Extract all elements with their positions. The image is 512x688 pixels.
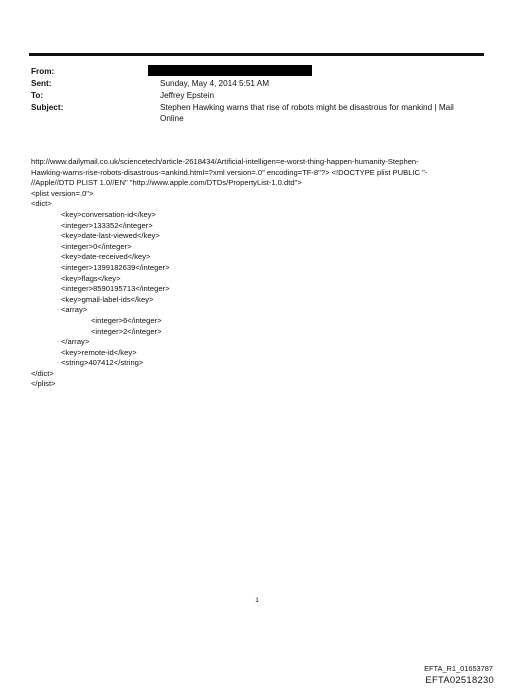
body-line: <integer>1399182639</integer> (61, 262, 170, 272)
subject-label: Subject: (31, 103, 64, 112)
body-line: <key>date-last-viewed</key> (61, 231, 160, 241)
body-line: Hawking-warns-rise-robots-disastrous-=ankind.html=?xml version=.0" encoding=TF-8"?> <!DOCTYPE plist PUBLIC "- (31, 167, 428, 177)
body-line: <integer>133352</integer> (61, 220, 153, 230)
subject-value: Stephen Hawking warns that rise of robots might be disastrous for mankind | Mail Online (160, 103, 454, 123)
to-label: To: (31, 91, 44, 100)
body-line: </array> (61, 337, 90, 347)
body-line: <integer>2</integer> (91, 326, 162, 336)
body-line: <integer>6</integer> (91, 315, 162, 325)
bates-stamp-primary: EFTA_R1_01653787 (424, 664, 493, 673)
body-line: </plist> (31, 379, 56, 389)
to-value: Jeffrey Epstein (160, 91, 215, 100)
bates-stamp-secondary: EFTA02518230 (425, 674, 494, 685)
sent-label: Sent: (31, 79, 52, 88)
header-rule (29, 53, 484, 56)
page-number: 1 (255, 597, 259, 604)
email-body (31, 157, 486, 390)
body-line: <key>flags</key> (61, 273, 121, 283)
body-line: <plist version=.0"> (31, 188, 94, 198)
body-line: //Apple//DTD PLIST 1.0//EN" "http://www.apple.com/DTDs/PropertyList-1.0.dtd"> (31, 178, 302, 188)
body-line: <key>gmail-label-ids</key> (61, 294, 154, 304)
from-label: From: (31, 67, 55, 76)
body-line: <string>407412</string> (61, 358, 144, 368)
redaction-bar (148, 65, 312, 76)
body-line: <key>date-received</key> (61, 252, 151, 262)
body-line: <key>remote-id</key> (61, 347, 137, 357)
sent-value: Sunday, May 4, 2014 5:51 AM (160, 79, 270, 88)
body-line: </dict> (31, 368, 54, 378)
body-line: http://www.dailymail.co.uk/sciencetech/article-2618434/Artificial-intelligen=e-worst-thing-happen-humanity-Stephen- (31, 157, 419, 166)
body-line: <integer>8590195713</integer> (61, 284, 170, 294)
body-line: <integer>0</integer> (61, 241, 132, 251)
body-line: <dict> (31, 199, 52, 209)
body-line: <array> (61, 305, 88, 315)
body-line: <key>conversation-id</key> (61, 209, 156, 219)
